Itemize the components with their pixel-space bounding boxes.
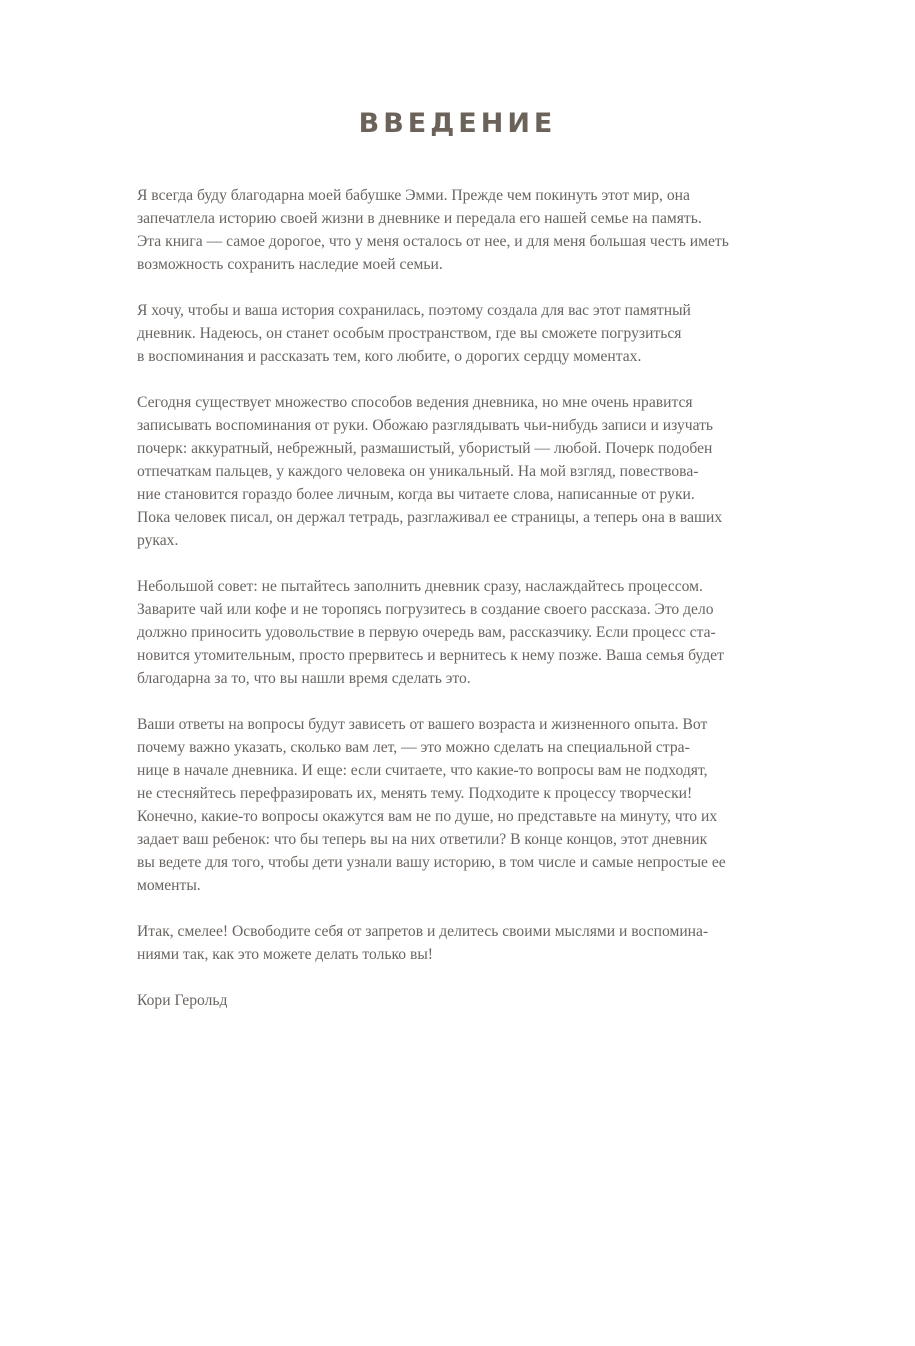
text-line: новится утомительным, просто прервитесь и вернитесь к нему позже. Ваша семья будет (137, 647, 724, 664)
introduction-body (137, 184, 782, 1012)
text-line: благодарна за то, что вы нашли время сделать это. (137, 670, 471, 687)
text-line: нице в начале дневника. И еще: если считаете, что какие-то вопросы вам не подходят, (137, 762, 708, 779)
text-line: записывать воспоминания от руки. Обожаю разглядывать чьи-нибудь записи и изучать (137, 417, 714, 434)
text-line: Я всегда буду благодарна моей бабушке Эмми. Прежде чем покинуть этот мир, она (137, 187, 690, 204)
text-line: Небольшой совет: не пытайтесь заполнить дневник сразу, наслаждайтесь процессом. (137, 578, 703, 595)
text-line: Эта книга — самое дорогое, что у меня осталось от нее, и для меня большая честь иметь (137, 233, 729, 250)
text-line: задает ваш ребенок: что бы теперь вы на них ответили? В конце концов, этот дневник (137, 831, 708, 848)
text-line: моменты. (137, 877, 201, 894)
text-line: Ваши ответы на вопросы будут зависеть от вашего возраста и жизненного опыта. Вот (137, 716, 708, 733)
text-line: должно приносить удовольствие в первую очередь вам, рассказчику. Если процесс ста- (137, 624, 716, 641)
text-line: почерк: аккуратный, небрежный, размашистый, убористый — любой. Почерк подобен (137, 440, 713, 457)
paragraph-1 (137, 184, 782, 276)
text-line: в воспоминания и рассказать тем, кого любите, о дорогих сердцу моментах. (137, 348, 642, 365)
text-line: Сегодня существует множество способов ведения дневника, но мне очень нравится (137, 394, 693, 411)
text-line: Я хочу, чтобы и ваша история сохранилась, поэтому создала для вас этот памятный (137, 302, 691, 319)
text-line: Заварите чай или кофе и не торопясь погрузитесь в создание своего рассказа. Это дело (137, 601, 714, 618)
paragraph-6 (137, 920, 782, 966)
paragraph-3 (137, 391, 782, 552)
text-line: возможность сохранить наследие моей семьи. (137, 256, 443, 273)
text-line: запечатлела историю своей жизни в дневнике и передала его нашей семье на память. (137, 210, 702, 227)
text-line: Итак, смелее! Освободите себя от запретов и делитесь своими мыслями и воспомина- (137, 923, 709, 940)
text-line: ние становится гораздо более личным, когда вы читаете слова, написанные от руки. (137, 486, 695, 503)
page-title: ВВЕДЕНИЕ (358, 108, 557, 139)
paragraph-2 (137, 299, 782, 368)
author-signature: Кори Герольд (137, 992, 228, 1009)
text-line: не стесняйтесь перефразировать их, менять тему. Подходите к процессу творчески! (137, 785, 693, 802)
paragraph-5 (137, 713, 782, 897)
text-line: Конечно, какие-то вопросы окажутся вам не по душе, но представьте на минуту, что их (137, 808, 718, 825)
text-line: руках. (137, 532, 179, 549)
text-line: ниями так, как это можете делать только вы! (137, 946, 433, 963)
text-line: отпечаткам пальцев, у каждого человека он уникальный. На мой взгляд, повествова- (137, 463, 699, 480)
text-line: почему важно указать, сколько вам лет, — это можно сделать на специальной стра- (137, 739, 690, 756)
text-line: Пока человек писал, он держал тетрадь, разглаживал ее страницы, а теперь она в ваших (137, 509, 723, 526)
text-line: вы ведете для того, чтобы дети узнали вашу историю, в том числе и самые непростые ее (137, 854, 726, 871)
text-line: дневник. Надеюсь, он станет особым пространством, где вы сможете погрузиться (137, 325, 682, 342)
paragraph-4 (137, 575, 782, 690)
